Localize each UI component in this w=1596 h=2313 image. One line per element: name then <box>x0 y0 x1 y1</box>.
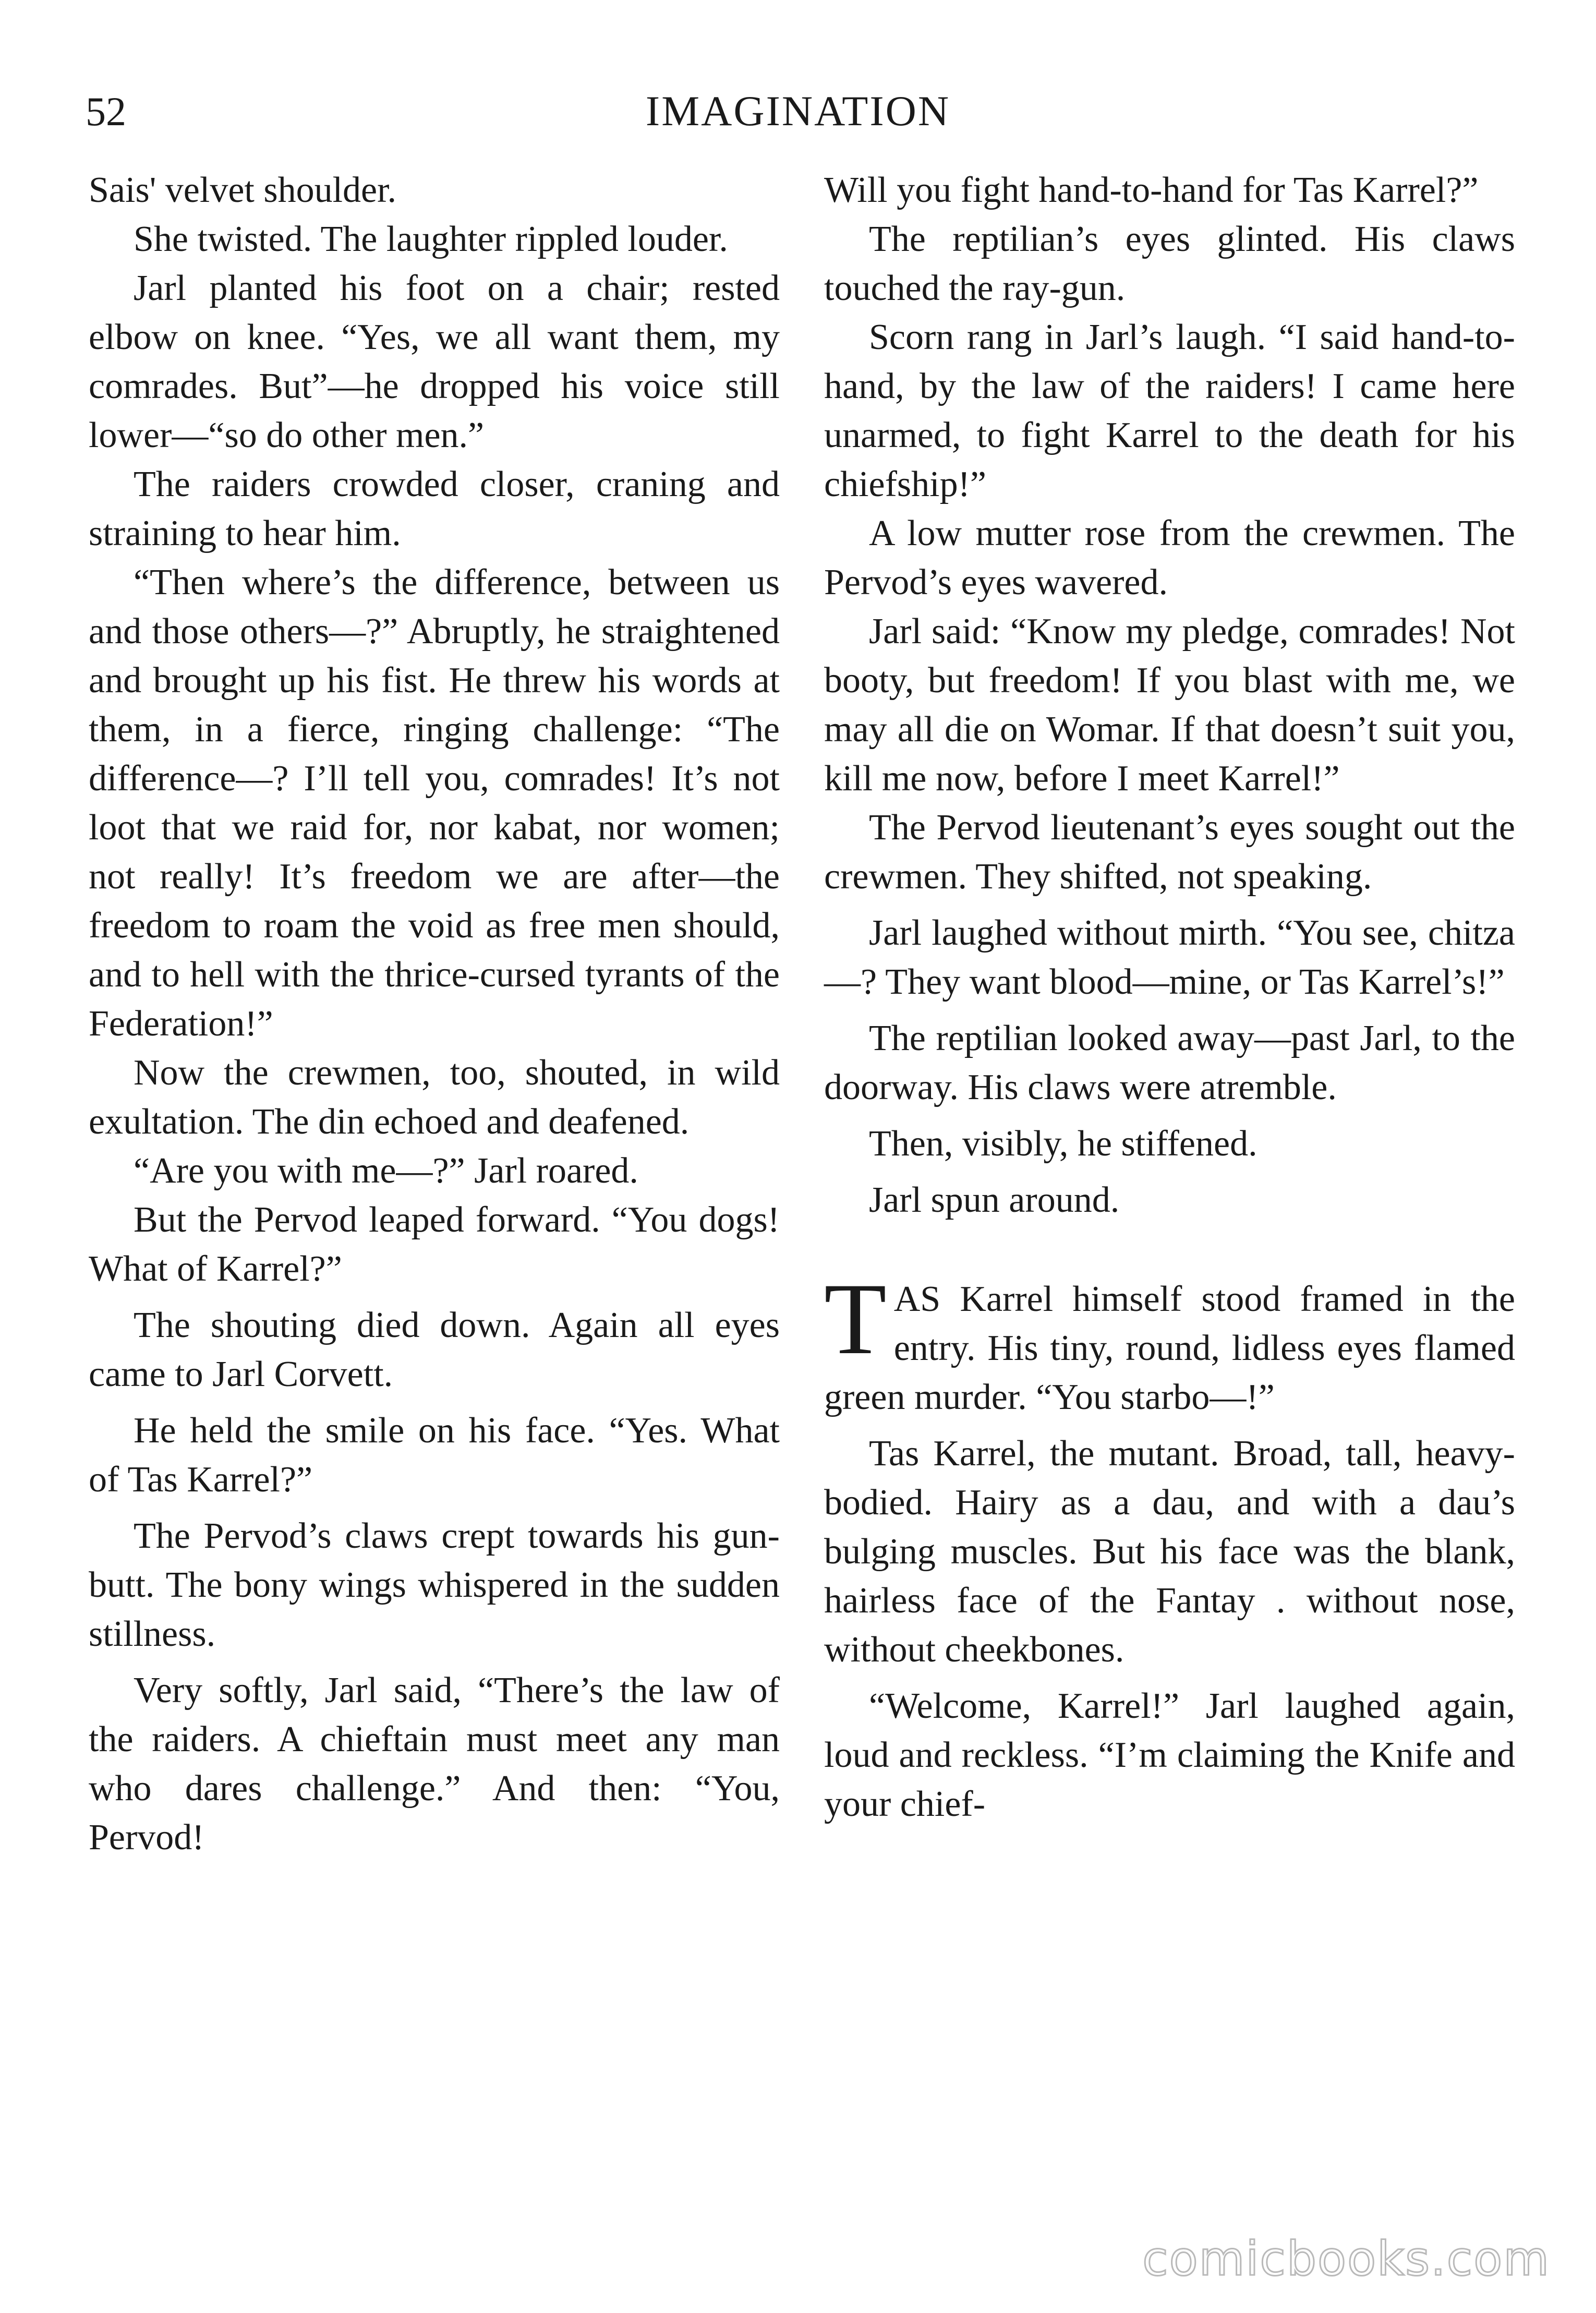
paragraph: Then, visibly, he stiffened. <box>869 1124 1258 1164</box>
paragraph: Now the crewmen, too, shouted, in wild exultation. The din echoed and deafened. <box>89 1053 780 1142</box>
paragraph: Scorn rang in Jarl’s laugh. “I said hand-to-hand, by the law of the raiders! I came here unarmed, to fight Karrel to the death for his chiefship!” <box>824 317 1515 504</box>
paragraph: The raiders crowded closer, craning and straining to hear him. <box>89 464 780 553</box>
right-column <box>824 166 1515 1829</box>
paragraph: The reptilian looked away—past Jarl, to the doorway. His claws were atremble. <box>824 1018 1515 1107</box>
page-number: 52 <box>86 89 126 134</box>
paragraph: A low mutter rose from the crewmen. The Pervod’s eyes wavered. <box>824 513 1515 603</box>
section-opening <box>824 1262 1515 1422</box>
left-column <box>89 166 780 1862</box>
paragraph: The Pervod lieutenant’s eyes sought out the crewmen. They shifted, not speaking. <box>824 808 1515 897</box>
watermark: comicbooks.com <box>1142 2232 1550 2286</box>
paragraph: “Welcome, Karrel!” Jarl laughed again, loud and reckless. “I’m claiming the Knife and your chief- <box>824 1686 1515 1824</box>
paragraph: Tas Karrel, the mutant. Broad, tall, heavy-bodied. Hairy as a dau, and with a dau’s bulging muscles. But his face was the blank, hairless face of the Fantay . without nose, without cheekbones. <box>824 1433 1515 1670</box>
paragraph: “Then where’s the difference, between us and those others—?” Abruptly, he straightened and brought up his fist. He threw his words at them, in a fierce, ringing challenge: “The difference—? I’ll tell you, comrades! It’s not loot that we raid for, nor kabat, nor women; not really! It’s freedom we are after—the freedom to roam the void as free men should, and to hell with the thrice-cursed tyrants of the Federation!” <box>89 562 780 1044</box>
paragraph: Jarl spun around. <box>869 1180 1120 1220</box>
paragraph: Jarl laughed without mirth. “You see, chitza—? They want blood—mine, or Tas Karrel’s!” <box>824 913 1515 1002</box>
paragraph: She twisted. The laughter rippled louder. <box>134 219 728 259</box>
paragraph: He held the smile on his face. “Yes. What of Tas Karrel?” <box>89 1411 780 1500</box>
section-opening-paragraph <box>824 1262 1515 1422</box>
paragraph: The reptilian’s eyes glinted. His claws touched the ray-gun. <box>824 219 1515 308</box>
drop-cap: T <box>824 1262 887 1376</box>
running-title: IMAGINATION <box>645 87 951 135</box>
paragraph: Very softly, Jarl said, “There’s the law of the raiders. A chieftain must meet any man who dares challenge.” And then: “You, Pervod! <box>89 1670 780 1858</box>
section-opening-text: AS Karrel himself stood framed in the entry. His tiny, round, lidless eyes flamed green murder. “You starbo—!” <box>824 1279 1515 1417</box>
paragraph: “Are you with me—?” Jarl roared. <box>134 1151 638 1191</box>
paragraph: Sais' velvet shoulder. <box>89 170 397 210</box>
paragraph: But the Pervod leaped forward. “You dogs! What of Karrel?” <box>89 1200 780 1289</box>
paragraph: Jarl planted his foot on a chair; rested elbow on knee. “Yes, we all want them, my comrades. But”—he dropped his voice still lower—“so do other men.” <box>89 268 780 455</box>
paragraph: The shouting died down. Again all eyes came to Jarl Corvett. <box>89 1305 780 1394</box>
paragraph: Jarl said: “Know my pledge, comrades! Not booty, but freedom! If you blast with me, we may all die on Womar. If that doesn’t suit you, kill me now, before I meet Karrel!” <box>824 611 1515 799</box>
paragraph: The Pervod’s claws crept towards his gun-butt. The bony wings whispered in the sudden stillness. <box>89 1516 780 1654</box>
paragraph: Will you fight hand-to-hand for Tas Karrel?” <box>824 170 1479 210</box>
